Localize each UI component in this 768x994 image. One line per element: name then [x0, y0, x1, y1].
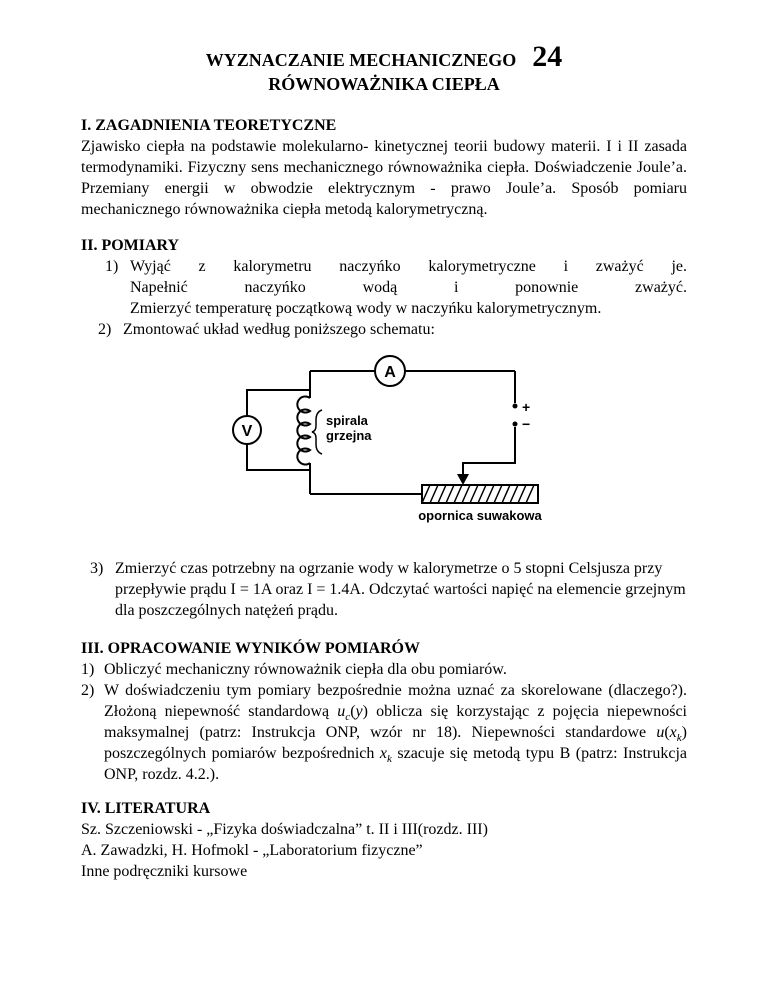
text-segment: W doświadczeniu tym pomiary bezpośrednie można uznać za skorelowane (dlaczego?). Złożoną niepewność standardową [104, 682, 687, 720]
minus-terminal-dot [513, 422, 518, 427]
text-line: Napełnić naczyńko wodą i ponownie zważyć. [130, 279, 687, 296]
circuit-diagram [218, 354, 558, 534]
math-var-y: y [355, 703, 363, 720]
list-item-1 [105, 256, 687, 319]
text-segment: ( [350, 703, 356, 720]
math-var-u: u [656, 724, 665, 741]
list-number: 2) [98, 321, 112, 338]
list-item-results-1 [81, 659, 687, 680]
voltmeter-label: V [241, 423, 253, 440]
section-3-heading: III. OPRACOWANIE WYNIKÓW POMIARÓW [81, 640, 420, 657]
text-segment: ) poszczególnych pomiarów bezpośrednich [104, 724, 687, 762]
list-number: 1) [105, 258, 119, 275]
text-segment: ) oblicza się korzystając z pojęcia niepewności maksymalnej (patrz: Instrukcja ONP, wzór nr 18). Niepewności standardowe [104, 703, 688, 741]
exercise-number: 24 [532, 40, 563, 73]
text-line: Zmierzyć temperaturę początkową wody w naczyńku kalorymetrycznym. [130, 300, 602, 317]
list-number: 1) [81, 661, 95, 678]
plus-terminal-dot [513, 404, 518, 409]
minus-terminal-label: − [522, 416, 531, 432]
list-item-2 [98, 319, 687, 340]
rheostat-label: opornica suwakowa [418, 508, 542, 523]
math-var-u: u [337, 703, 346, 720]
document-title [81, 40, 687, 95]
literature-line-2: A. Zawadzki, H. Hofmokl - „Laboratorium fizyczne” [81, 842, 423, 859]
section-4-heading: IV. LITERATURA [81, 800, 211, 817]
math-var-x: x [379, 745, 387, 762]
list-item-text: Zmierzyć czas potrzebny na ogrzanie wody w kalorymetrze o 5 stopni Celsjusza przy przepływie prądu I = 1A oraz I = 1.4A. Odczytać wartości napięć na elemencie grzejnym dla poszczególnych natężeń prądu. [115, 560, 686, 619]
title-line1: WYZNACZANIE MECHANICZNEGO [205, 50, 517, 70]
wire-right-lower [463, 427, 515, 474]
list-number: 2) [81, 682, 95, 699]
coil-label-brace [312, 410, 322, 454]
section-1-heading: I. ZAGADNIENIA TEORETYCZNE [81, 117, 337, 134]
list-item-text: Zmontować układ według poniższego schematu: [123, 321, 435, 338]
plus-terminal-label: + [522, 399, 531, 415]
section-2-heading: II. POMIARY [81, 237, 180, 254]
math-sub-k: k [387, 753, 392, 766]
text-segment: szacuje się metodą typu B (patrz: Instrukcja ONP, rozdz. 4.2.). [104, 745, 687, 783]
voltmeter-wire-bottom [247, 444, 310, 470]
text-line: Wyjąć z kalorymetru naczyńko kalorymetryczne i zważyć je. [130, 258, 687, 275]
list-number: 3) [90, 560, 104, 577]
list-item-results-2 [81, 680, 687, 785]
circuit-diagram-container [218, 354, 687, 540]
ammeter-label: A [384, 364, 396, 381]
list-item-text [130, 256, 687, 319]
slider-arrow [457, 474, 469, 485]
list-item-3 [90, 558, 687, 621]
math-sub-c: c [345, 711, 351, 724]
text-segment: ( [664, 724, 670, 741]
coil-label-line1: spirala [326, 413, 368, 428]
title-line2: RÓWNOWAŻNIKA CIEPŁA [268, 74, 500, 94]
literature-line-3: Inne podręczniki kursowe [81, 863, 248, 880]
section-1-paragraph: Zjawisko ciepła na podstawie molekularno- kinetycznej teorii budowy materii. I i II zasada termodynamiki. Fizyczny sens mechanicznego równoważnika ciepła. Doświadczenie Joule’a. Przemiany energii w obwodzie elektrycznym - prawo Joule’a. Sposób pomiaru mechanicznego równoważnika ciepła metodą kalorymetryczną. [81, 138, 687, 218]
list-item-text [104, 680, 687, 785]
literature-line-1: Sz. Szczeniowski - „Fizyka doświadczalna” t. II i III(rozdz. III) [81, 821, 488, 838]
heating-coil [297, 397, 310, 465]
list-item-text: Obliczyć mechaniczny równoważnik ciepła dla obu pomiarów. [104, 661, 507, 678]
math-var-x: x [669, 724, 677, 741]
math-sub-k: k [676, 732, 682, 745]
rheostat-hatching [422, 485, 534, 503]
coil-label-line2: grzejna [326, 428, 372, 443]
